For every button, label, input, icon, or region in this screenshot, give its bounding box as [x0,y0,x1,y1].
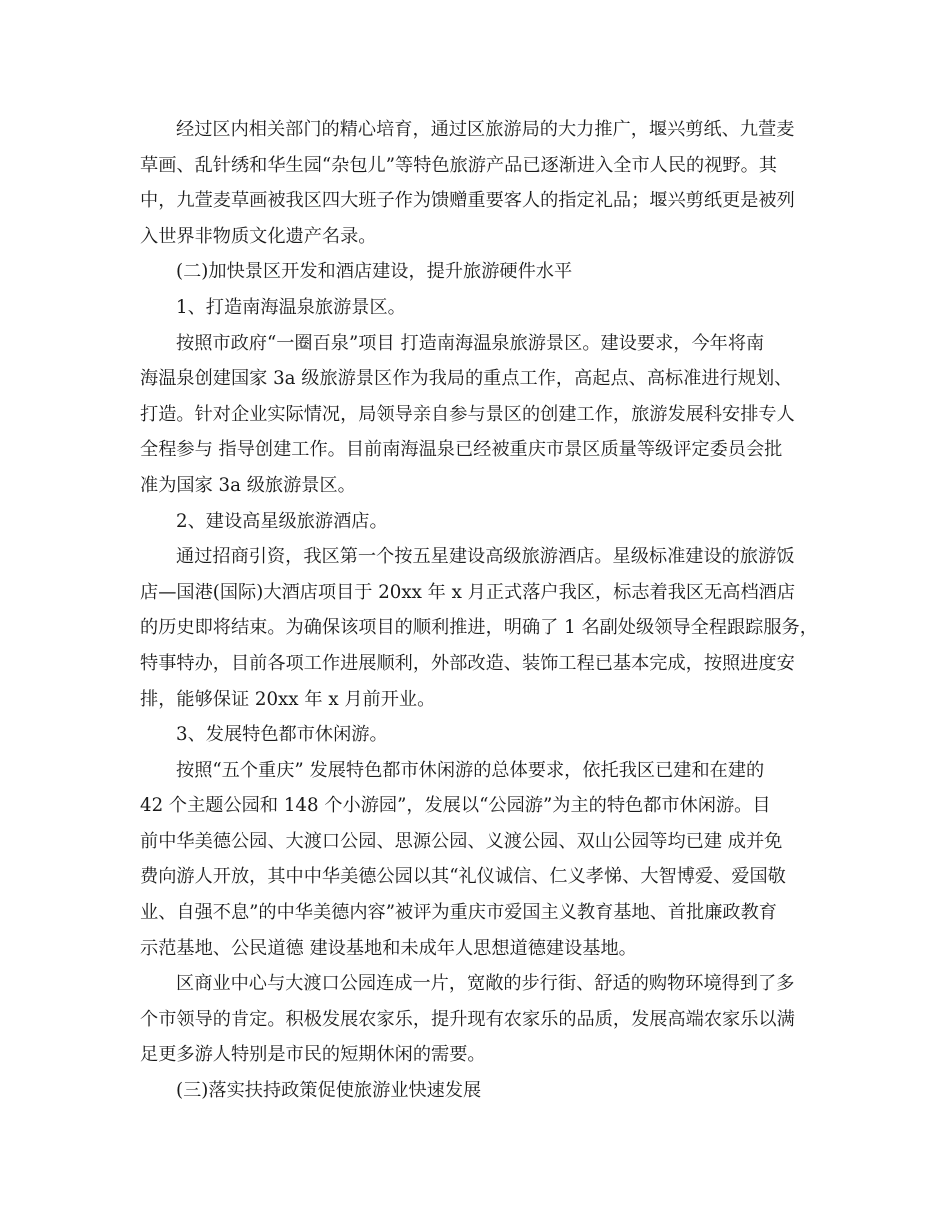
paragraph-line: 通过招商引资，我区第一个按五星建设高级旅游酒店。星级标准建设的旅游饭 [176,546,795,568]
subsection-heading: 2、建设高星级旅游酒店。 [176,510,388,532]
subsection-heading: 1、打造南海温泉旅游景区。 [176,296,406,318]
document-body [140,112,830,1109]
paragraph-line: 排，能够保证 20xx 年 x 月前开业。 [140,688,436,710]
paragraph-line: 店—国港(国际)大酒店项目于 20xx 年 x 月正式落户我区，标志着我区无高档酒店 [140,581,796,603]
paragraph-line: 按照“五个重庆” 发展特色都市休闲游的总体要求，依托我区已建和在建的 [176,759,765,781]
paragraph-line: 业、自强不息”的中华美德内容”被评为重庆市爱国主义教育基地、首批廉政教育 [140,902,777,924]
paragraph-line: 42 个主题公园和 148 个小游园”，发展以“公园游”为主的特色都市休闲游。目 [140,795,771,817]
paragraph-line: 特事特办，目前各项工作进展顺利，外部改造、装饰工程已基本完成，按照进度安 [140,652,795,674]
paragraph-line: 按照市政府“一圈百泉”项目 打造南海温泉旅游景区。建设要求，今年将南 [176,332,765,354]
section-heading: (二)加快景区开发和酒店建设，提升旅游硬件水平 [176,261,573,283]
paragraph-line: 足更多游人特别是市民的短期休闲的需要。 [140,1044,486,1066]
paragraph-line: 费向游人开放，其中中华美德公园以其“礼仪诚信、仁义孝悌、大智博爱、爱国敬 [140,866,786,888]
subsection-heading: 3、发展特色都市休闲游。 [176,724,388,746]
paragraph-line: 准为国家 3a 级旅游景区。 [140,474,356,496]
paragraph-line: 区商业中心与大渡口公园连成一片，宽敞的步行街、舒适的购物环境得到了多 [176,973,795,995]
paragraph-line: 经过区内相关部门的精心培育，通过区旅游局的大力推广，堰兴剪纸、九萱麦 [176,119,795,140]
paragraph-line: 中，九萱麦草画被我区四大班子作为馈赠重要客人的指定礼品；堰兴剪纸更是被列 [140,190,795,212]
paragraph-line: 入世界非物质文化遗产名录。 [140,225,377,247]
paragraph-line: 前中华美德公园、大渡口公园、思源公园、义渡公园、双山公园等均已建 成并免 [140,830,783,852]
paragraph-line: 草画、乱针绣和华生园“杂包儿”等特色旅游产品已逐渐进入全市人民的视野。其 [140,154,777,176]
paragraph-line: 海温泉创建国家 3a 级旅游景区作为我局的重点工作，高起点、高标准进行规划、 [140,368,793,390]
paragraph-line: 示范基地、公民道德 建设基地和未成年人思想道德建设基地。 [140,937,637,959]
paragraph-line: 个市领导的肯定。积极发展农家乐，提升现有农家乐的品质，发展高端农家乐以满 [140,1008,795,1030]
section-heading: (三)落实扶持政策促使旅游业快速发展 [176,1080,482,1102]
paragraph-line: 全程参与 指导创建工作。目前南海温泉已经被重庆市景区质量等级评定委员会批 [140,439,783,461]
paragraph-line: 打造。针对企业实际情况，局领导亲自参与景区的创建工作，旅游发展科安排专人 [140,403,795,425]
paragraph-line: 的历史即将结束。为确保该项目的顺利推进，明确了 1 名副处级领导全程跟踪服务， [140,617,818,639]
